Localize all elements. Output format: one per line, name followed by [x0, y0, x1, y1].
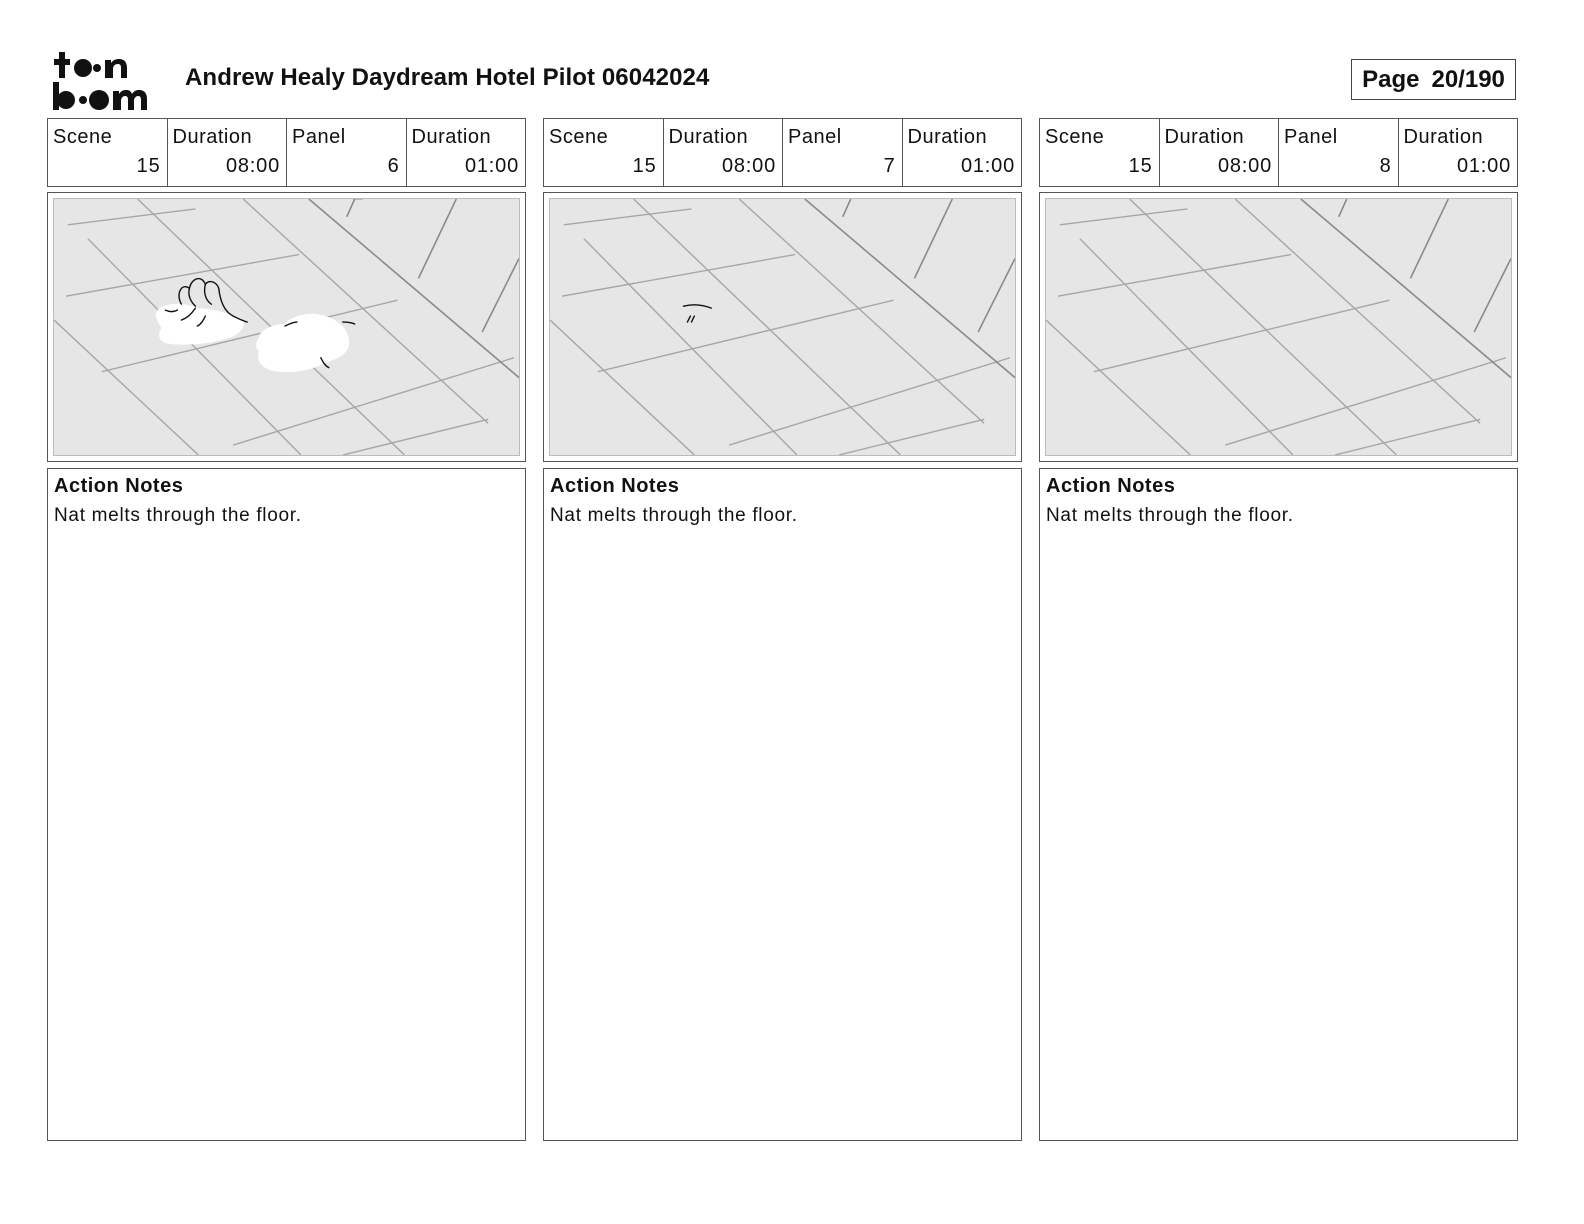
panel-label: Panel	[1284, 126, 1338, 148]
storyboard-column-1	[47, 118, 526, 1141]
action-notes-text: Nat melts through the floor.	[550, 505, 798, 526]
scene-cell	[544, 119, 664, 186]
duration-label: Duration	[172, 126, 253, 148]
panel-cell	[287, 119, 407, 186]
action-notes-title: Action Notes	[1046, 475, 1176, 497]
panel-duration: 01:00	[464, 155, 519, 177]
scene-duration: 08:00	[1217, 155, 1272, 177]
panel-label: Panel	[788, 126, 842, 148]
duration-label: Duration	[1164, 126, 1245, 148]
scene-number: 15	[136, 155, 161, 177]
panel-duration-cell	[903, 119, 1022, 186]
panel-info-header	[1039, 118, 1518, 187]
action-notes	[543, 468, 1022, 1141]
document-title: Andrew Healy Daydream Hotel Pilot 06042024	[185, 64, 710, 91]
panel-duration: 01:00	[960, 155, 1015, 177]
scene-label: Scene	[53, 126, 113, 148]
panel-drawing	[53, 198, 520, 456]
toon-boom-logo	[51, 50, 163, 112]
duration-label: Duration	[668, 126, 749, 148]
storyboard-column-2	[543, 118, 1022, 1141]
panel-duration-cell	[407, 119, 526, 186]
scene-label: Scene	[1045, 126, 1105, 148]
panel-info-header	[543, 118, 1022, 187]
scene-duration-cell	[168, 119, 288, 186]
panel-frame	[1039, 192, 1518, 462]
action-notes-title: Action Notes	[550, 475, 680, 497]
action-notes-text: Nat melts through the floor.	[1046, 505, 1294, 526]
panel-label: Panel	[292, 126, 346, 148]
scene-duration-cell	[664, 119, 784, 186]
panel-duration-label: Duration	[1403, 126, 1484, 148]
scene-cell	[48, 119, 168, 186]
panel-number: 7	[883, 155, 896, 177]
panel-duration-label: Duration	[907, 126, 988, 148]
panel-number: 8	[1379, 155, 1392, 177]
action-notes-title: Action Notes	[54, 475, 184, 497]
panel-cell	[783, 119, 903, 186]
panel-info-header	[47, 118, 526, 187]
scene-duration: 08:00	[721, 155, 776, 177]
storyboard-column-3	[1039, 118, 1518, 1141]
scene-duration-cell	[1160, 119, 1280, 186]
scene-number: 15	[632, 155, 657, 177]
panel-number: 6	[387, 155, 400, 177]
panel-duration-cell	[1399, 119, 1518, 186]
page-label: Page	[1362, 65, 1420, 93]
action-notes	[47, 468, 526, 1141]
scene-label: Scene	[549, 126, 609, 148]
action-notes	[1039, 468, 1518, 1141]
panel-duration-label: Duration	[411, 126, 492, 148]
panel-frame	[47, 192, 526, 462]
panel-drawing	[549, 198, 1016, 456]
scene-number: 15	[1128, 155, 1153, 177]
scene-cell	[1040, 119, 1160, 186]
page-number: 20/190	[1431, 65, 1505, 93]
panel-cell	[1279, 119, 1399, 186]
page-indicator	[1351, 59, 1516, 100]
panel-frame	[543, 192, 1022, 462]
panel-duration: 01:00	[1456, 155, 1511, 177]
scene-duration: 08:00	[225, 155, 280, 177]
action-notes-text: Nat melts through the floor.	[54, 505, 302, 526]
panel-drawing	[1045, 198, 1512, 456]
